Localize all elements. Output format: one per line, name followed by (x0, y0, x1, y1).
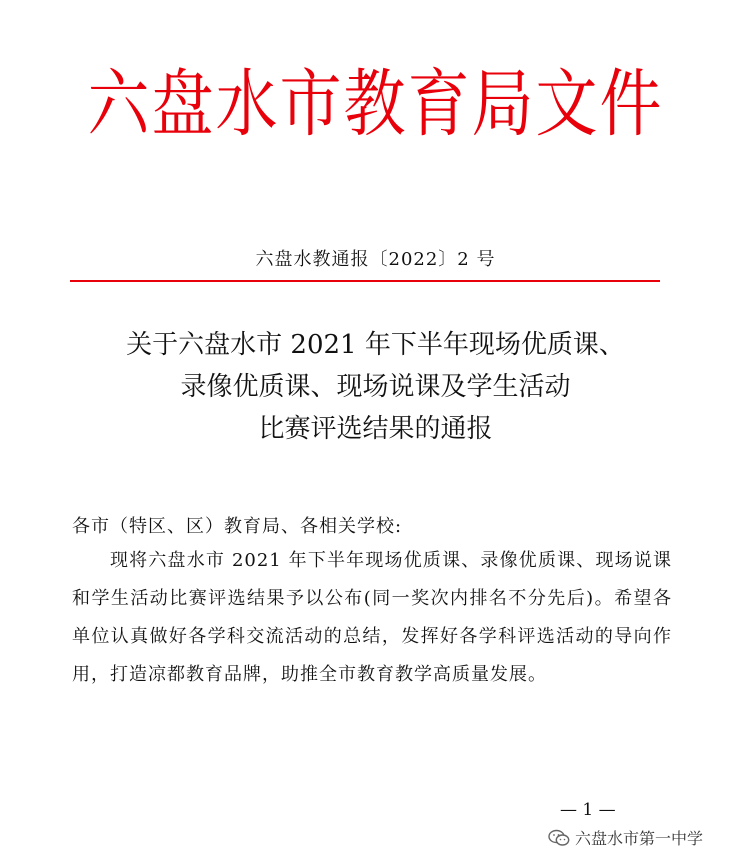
notice-title-line: 比赛评选结果的通报 (258, 414, 493, 444)
body-paragraph: 现将六盘水市 2021 年下半年现场优质课、录像优质课、现场说课和学生活动比赛评选结果予以公布(同一奖次内排名不分先后)。希望各单位认真做好各学科交流活动的总结，发挥好各学科评选活动的导向作用，打造凉都教育品牌，助推全市教育教学高质量发展。 (72, 550, 672, 685)
document-header-title: 六盘水市教育局文件 (87, 60, 664, 147)
notice-title (0, 324, 751, 450)
salutation: 各市（特区、区）教育局、各相关学校: (72, 516, 403, 537)
watermark (548, 826, 703, 849)
page-number: — 1 — (560, 800, 616, 820)
watermark-label: 六盘水市第一中学 (575, 829, 704, 848)
wechat-icon (548, 829, 570, 847)
header-divider (70, 280, 660, 282)
notice-title-line: 录像优质课、现场说课及学生活动 (180, 372, 571, 402)
document-number: 六盘水教通报〔2022〕2 号 (255, 249, 496, 270)
notice-title-line: 关于六盘水市 2021 年下半年现场优质课、 (126, 330, 625, 360)
